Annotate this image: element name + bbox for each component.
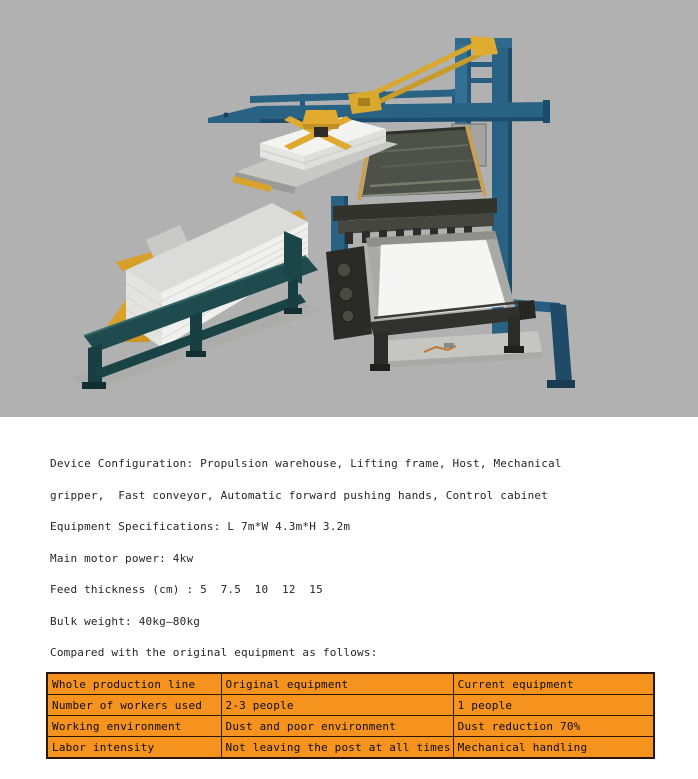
spec-line-feed-thickness: Feed thickness (cm) : 5 7.5 10 12 15 bbox=[50, 583, 323, 596]
table-row-header bbox=[47, 673, 654, 695]
table-cell: Whole production line bbox=[47, 673, 221, 695]
spec-line-comparison-intro: Compared with the original equipment as follows: bbox=[50, 646, 378, 659]
spec-line-bulk-weight: Bulk weight: 40kg—80kg bbox=[50, 614, 201, 628]
table-cell: Labor intensity bbox=[47, 737, 221, 759]
table-cell: 1 people bbox=[453, 695, 654, 716]
spec-line-main-motor-power: Main motor power: 4kw bbox=[50, 551, 194, 565]
table-cell: 2-3 people bbox=[221, 695, 453, 716]
table-cell: Number of workers used bbox=[47, 695, 221, 716]
table-row-workers bbox=[47, 695, 654, 716]
table-cell: Not leaving the post at all times bbox=[221, 737, 453, 759]
spec-line-equipment-specifications: Equipment Specifications: L 7m*W 4.3m*H 3.2m bbox=[50, 520, 351, 533]
table-row-labor bbox=[47, 737, 654, 759]
table-cell: Original equipment bbox=[221, 673, 453, 695]
spec-line-device-configuration: Device Configuration: Propulsion warehouse, Lifting frame, Host, Mechanical bbox=[50, 457, 562, 470]
table-cell: Current equipment bbox=[453, 673, 654, 695]
spec-text bbox=[50, 448, 680, 669]
table-cell: Dust reduction 70% bbox=[453, 716, 654, 737]
spec-line-device-configuration-cont: gripper, Fast conveyor, Automatic forward pushing hands, Control cabinet bbox=[50, 488, 549, 502]
table-cell: Dust and poor environment bbox=[221, 716, 453, 737]
comparison-table bbox=[46, 672, 655, 759]
table-cell: Working environment bbox=[47, 716, 221, 737]
table-row-environment bbox=[47, 716, 654, 737]
table-cell: Mechanical handling bbox=[453, 737, 654, 759]
